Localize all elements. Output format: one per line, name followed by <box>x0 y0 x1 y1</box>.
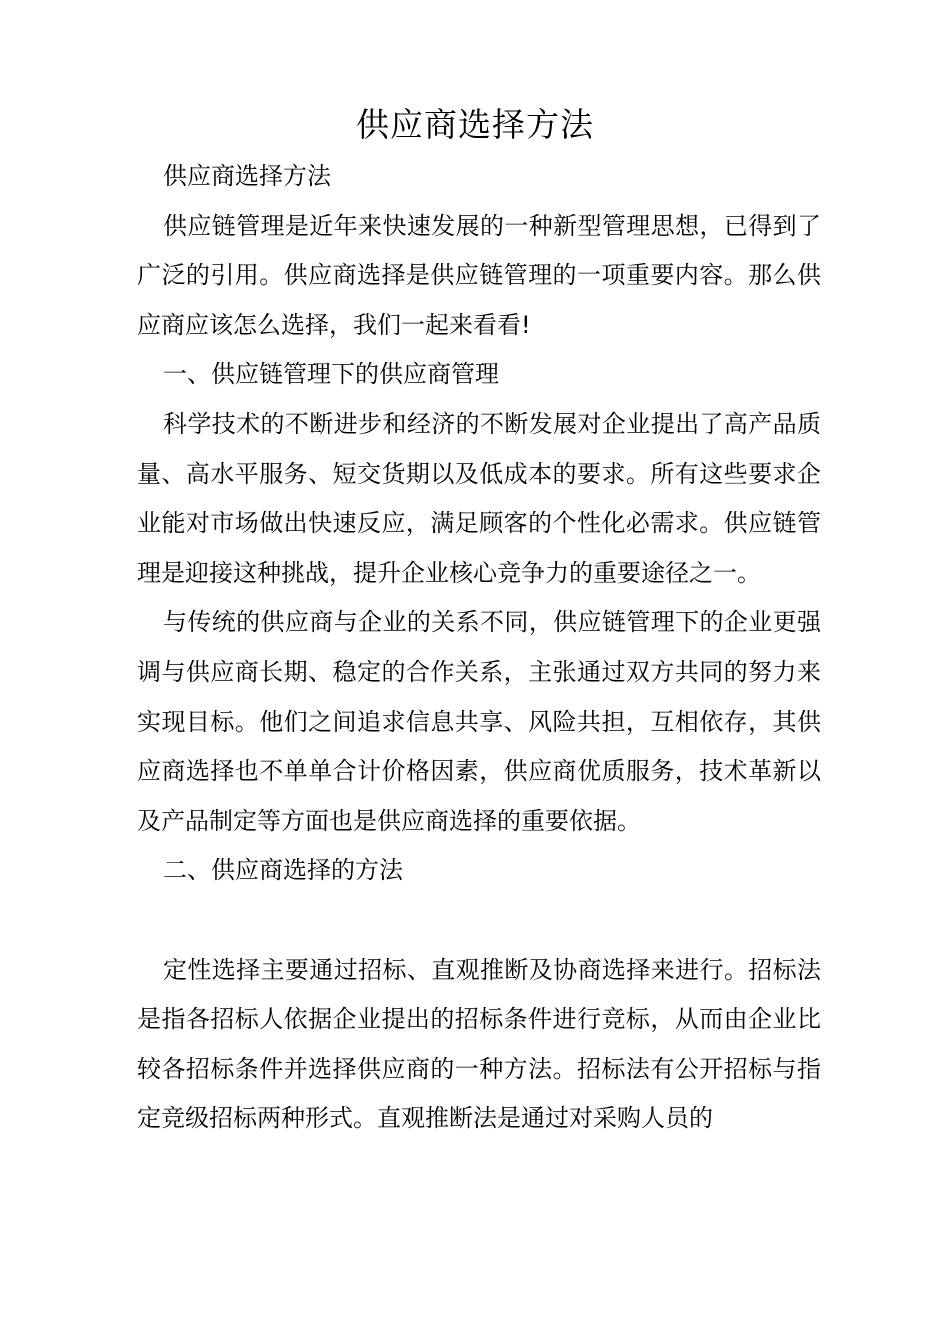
subtitle-paragraph: 供应商选择方法 <box>163 162 331 190</box>
blank-line <box>137 896 821 946</box>
section-heading-1: 一、供应链管理下的供应商管理 <box>163 360 499 389</box>
document-body <box>137 152 821 1144</box>
section-heading-2: 二、供应商选择的方法 <box>163 856 403 885</box>
body-paragraph-1: 科学技术的不断进步和经济的不断发展对企业提出了高产品质量、高水平服务、短交货期以及低成本的要求。所有这些要求企业能对市场做出快速反应，满足顾客的个性化必需求。供应链管理是迎接这种挑战，提升企业核心竞争力的重要途径之一。 <box>137 409 821 587</box>
intro-paragraph: 供应链管理是近年来快速发展的一种新型管理思想，已得到了广泛的引用。供应商选择是供应链管理的一项重要内容。那么供应商应该怎么选择，我们一起来看看! <box>137 211 821 339</box>
body-paragraph-3: 定性选择主要通过招标、直观推断及协商选择来进行。招标法是指各招标人依据企业提出的招标条件进行竞标，从而由企业比较各招标条件并选择供应商的一种方法。招标法有公开招标与指定竞级招标两种形式。直观推断法是通过对采购人员的 <box>137 955 821 1133</box>
body-paragraph-2: 与传统的供应商与企业的关系不同，供应链管理下的企业更强调与供应商长期、稳定的合作关系，主张通过双方共同的努力来实现目标。他们之间追求信息共享、风险共担，互相依存，其供应商选择也不单单合计价格因素，供应商优质服务，技术革新以及产品制定等方面也是供应商选择的重要依据。 <box>137 608 821 835</box>
document-title: 供应商选择方法 <box>356 105 594 144</box>
